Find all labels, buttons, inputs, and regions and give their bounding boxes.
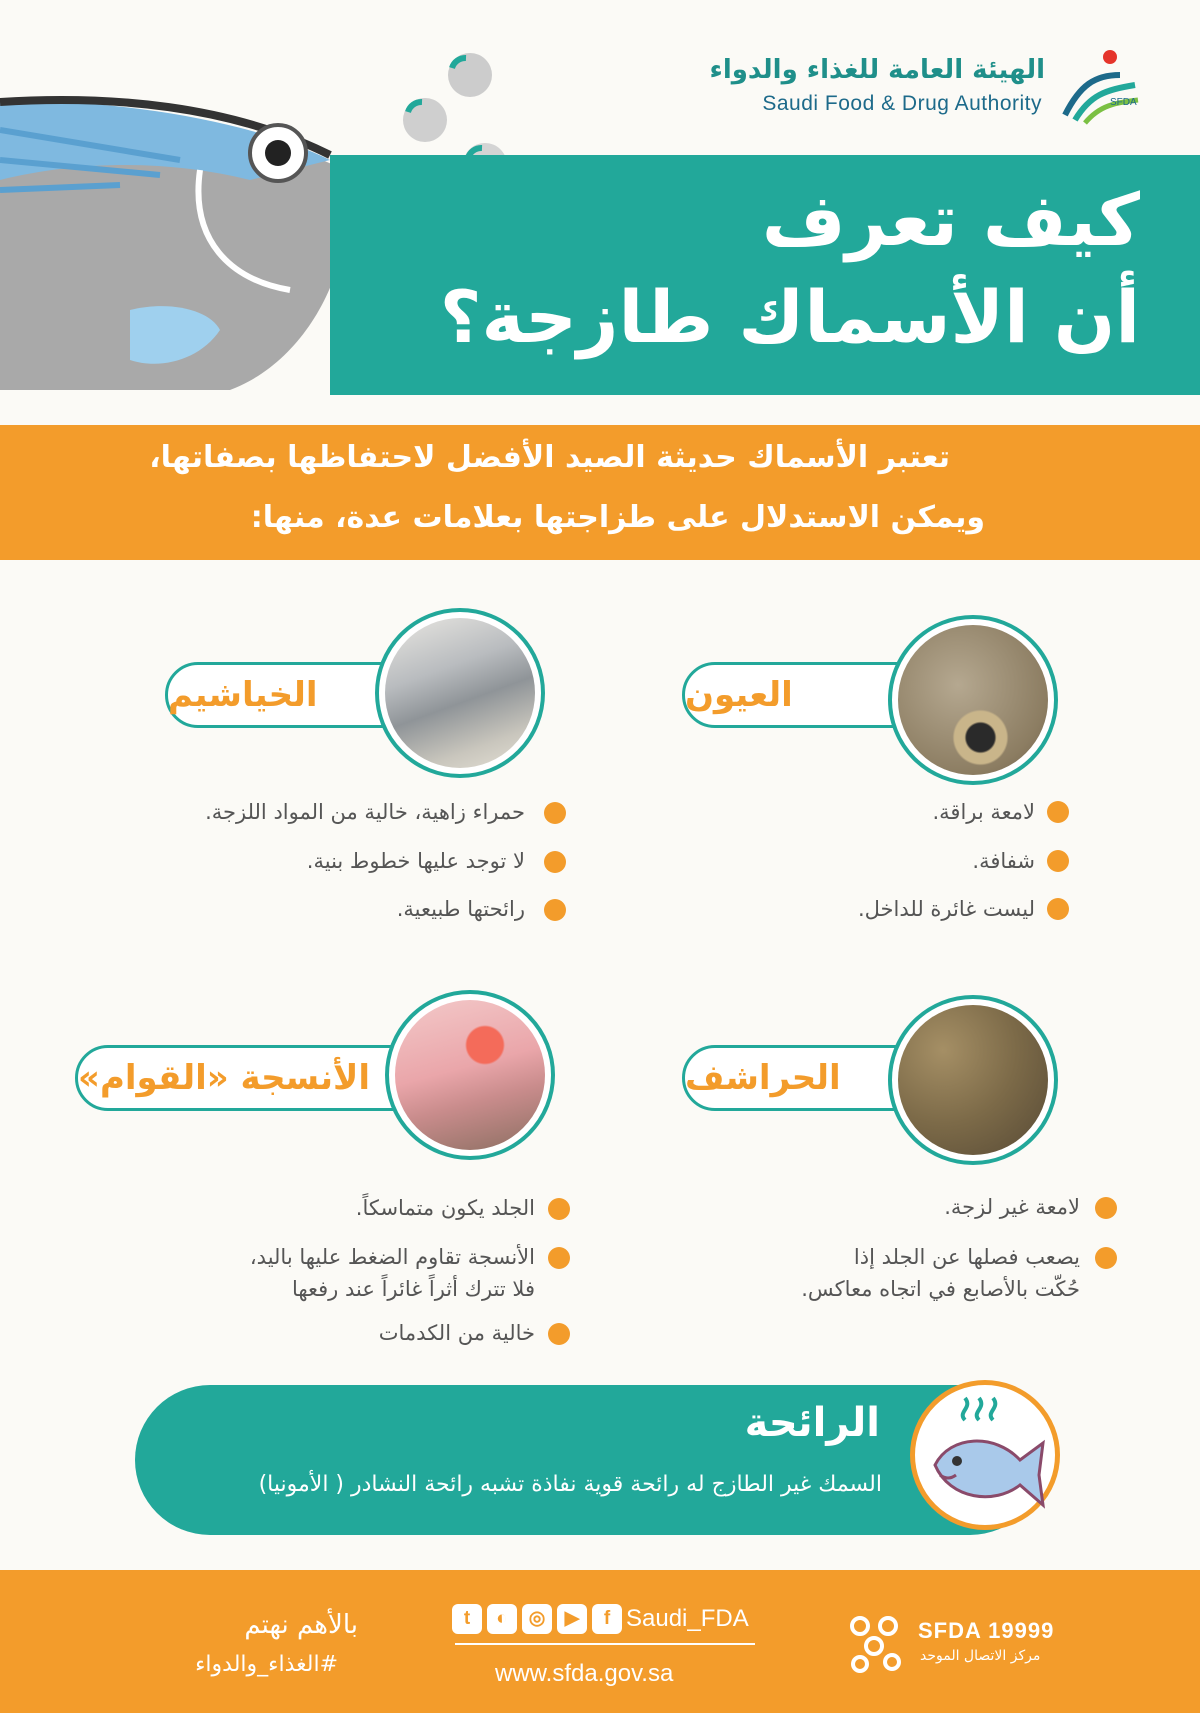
intro-line1: تعتبر الأسماك حديثة الصيد الأفضل لاحتفاظها بصفاتها، [149,440,950,475]
smell-band [135,1385,1045,1535]
tissues-point-2: الأنسجة تقاوم الضغط عليها باليد، [249,1245,535,1269]
intro-line2: ويمكن الاستدلال على طزاجتها بعلامات عدة، منها: [250,500,985,535]
eyes-photo [888,615,1058,785]
scales-photo [888,995,1058,1165]
smell-title: الرائحة [744,1400,880,1446]
tissues-title: الأنسجة «القوام» [78,1058,371,1098]
tissues-point-1: الجلد يكون متماسكاً. [355,1196,535,1220]
hotline-label: مركز الاتصال الموحد [920,1648,1041,1664]
facebook-icon[interactable]: f [592,1604,622,1634]
tissues-point-3: خالية من الكدمات [378,1321,535,1345]
hotline-icon [848,1612,910,1674]
gills-photo [375,608,545,778]
website-link[interactable]: www.sfda.gov.sa [495,1660,674,1687]
scales-point-2-cont: حُكّت بالأصابع في اتجاه معاكس. [801,1277,1080,1301]
bullet-dot [1095,1247,1117,1269]
footer-hashtag: #الغذاء_والدواء [195,1652,338,1677]
logo-english-text: Saudi Food & Drug Authority [762,92,1042,115]
youtube-icon[interactable]: ▶ [557,1604,587,1634]
gills-point-1: حمراء زاهية، خالية من المواد اللزجة. [205,800,525,824]
social-handle[interactable]: Saudi_FDA [626,1605,749,1632]
tissues-point-2-cont: فلا تترك أثراً غائراً عند رفعها [291,1277,535,1301]
page-title-line2: أن الأسماك طازجة؟ [439,275,1140,359]
snapchat-icon[interactable]: ◐ [487,1604,517,1634]
bullet-dot [544,802,566,824]
fish-head-illustration [0,60,360,390]
bullet-dot [1047,850,1069,872]
eyes-point-3: ليست غائرة للداخل. [857,897,1035,921]
bullet-dot [548,1198,570,1220]
bullet-dot [1095,1197,1117,1219]
gills-point-2: لا توجد عليها خطوط بنية. [306,849,525,873]
hotline-number: SFDA 19999 [918,1618,1055,1643]
eyes-title: العيون [685,675,793,715]
scales-title: الحراشف [685,1058,841,1098]
gills-point-3: رائحتها طبيعية. [396,897,525,921]
gills-title: الخياشيم [168,675,318,715]
tissues-photo [385,990,555,1160]
smelly-fish-icon [915,1385,1055,1525]
bullet-dot [1047,898,1069,920]
instagram-icon[interactable]: ◎ [522,1604,552,1634]
page-title-line1: كيف تعرف [761,178,1140,262]
bullet-dot [544,899,566,921]
bullet-dot [1047,801,1069,823]
bullet-dot [548,1323,570,1345]
twitter-icon[interactable]: t [452,1604,482,1634]
eyes-point-1: لامعة براقة. [932,800,1035,824]
bullet-dot [544,851,566,873]
logo-mark-text: SFDA [1110,97,1137,108]
sfda-logo-icon [1050,45,1140,130]
bullet-dot [548,1247,570,1269]
smell-text: السمك غير الطازج له رائحة قوية نفاذة تشبه رائحة النشادر ( الأمونيا) [258,1472,882,1497]
logo-arabic-text: الهيئة العامة للغذاء والدواء [709,55,1045,85]
scales-point-1: لامعة غير لزجة. [944,1195,1080,1219]
footer-divider [455,1643,755,1645]
smell-circle [910,1380,1060,1530]
footer-slogan: بالأهم نهتم [244,1610,358,1640]
scales-point-2: يصعب فصلها عن الجلد إذا [853,1245,1080,1269]
eyes-point-2: شفافة. [972,849,1035,873]
